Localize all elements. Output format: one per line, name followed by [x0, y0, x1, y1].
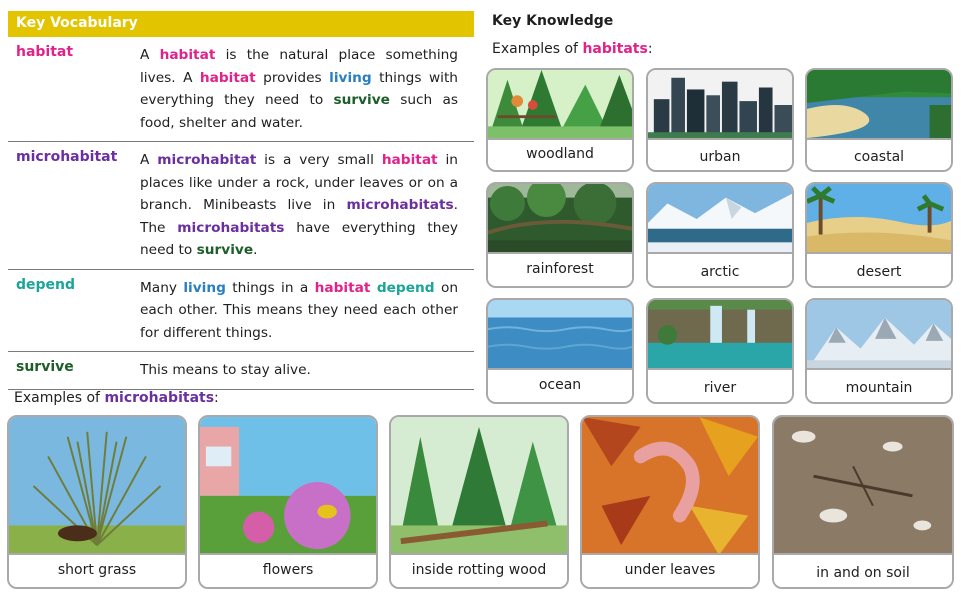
habitats-examples-heading	[492, 41, 653, 57]
vocab-row-microhabitat	[8, 142, 474, 270]
definition-text: . The	[140, 197, 458, 236]
definition-text: things in a	[225, 279, 315, 296]
woodland-image	[488, 70, 632, 140]
microhabitats-examples-heading	[14, 390, 219, 406]
vocab-term: survive	[16, 359, 74, 375]
habitat-label: arctic	[648, 252, 792, 286]
habitat-label: ocean	[488, 368, 632, 402]
microhabitat-label: in and on soil	[774, 553, 952, 587]
heading-prefix: Examples of	[492, 41, 583, 57]
short-grass-image	[9, 417, 185, 555]
habitat-card-urban	[646, 68, 794, 172]
microhabitat-card-inside-rotting-wood	[389, 415, 569, 589]
keyword-highlight: habitat	[381, 152, 438, 168]
habitat-card-mountain	[805, 298, 953, 404]
definition-text: A	[140, 152, 158, 168]
definition-text: .	[253, 242, 258, 258]
definition-text: things with everything they need to	[140, 69, 458, 108]
keyword-highlight: microhabitats	[346, 197, 454, 213]
microhabitat-label: short grass	[9, 553, 185, 587]
soil-image	[774, 417, 952, 555]
habitat-label: river	[648, 368, 792, 402]
microhabitat-label: inside rotting wood	[391, 553, 567, 587]
microhabitat-label: flowers	[200, 553, 376, 587]
vocab-definition	[132, 277, 458, 345]
definition-text: provides	[255, 69, 330, 86]
river-image	[648, 300, 792, 370]
keyword-highlight: living	[329, 69, 372, 86]
desert-image	[807, 184, 951, 254]
heading-suffix: :	[214, 390, 219, 406]
vocabulary-table	[8, 37, 474, 390]
microhabitat-card-short-grass	[7, 415, 187, 589]
definition-text: Many	[140, 279, 184, 296]
urban-image	[648, 70, 792, 140]
habitat-card-desert	[805, 182, 953, 288]
key-vocabulary-header: Key Vocabulary	[8, 11, 474, 37]
keyword-highlight: habitat	[159, 47, 216, 63]
definition-text: This means to stay alive.	[140, 362, 311, 378]
vocab-row-survive	[8, 352, 474, 390]
habitat-label: urban	[648, 138, 792, 170]
coastal-image	[807, 70, 951, 140]
microhabitat-card-under-leaves	[580, 415, 760, 589]
habitat-card-river	[646, 298, 794, 404]
heading-keyword: microhabitats	[104, 390, 215, 406]
microhabitat-card-in-and-on-soil	[772, 415, 954, 589]
keyword-highlight: living	[183, 279, 226, 296]
definition-text: such as food, shelter and water.	[140, 92, 458, 131]
keyword-highlight: survive	[196, 242, 254, 258]
vocab-definition	[132, 149, 458, 262]
habitat-card-ocean	[486, 298, 634, 404]
vocab-definition	[132, 359, 458, 382]
vocab-term: habitat	[16, 44, 74, 60]
keyword-highlight: habitat	[314, 279, 371, 296]
habitat-label: coastal	[807, 138, 951, 170]
definition-text: A	[140, 47, 160, 63]
heading-keyword: habitats	[582, 41, 648, 57]
habitat-card-arctic	[646, 182, 794, 288]
habitat-label: mountain	[807, 368, 951, 402]
definition-text: is the natural place something lives. A	[140, 47, 458, 86]
definition-text: have everything they need to	[140, 219, 458, 258]
definition-text: on each other. This means they need each other for different things.	[140, 279, 458, 341]
arctic-image	[648, 184, 792, 254]
definition-text: in places like under a rock, under leaves or on a branch. Minibeasts live in	[140, 152, 458, 213]
vocab-term: depend	[16, 276, 76, 293]
heading-prefix: Examples of	[14, 390, 105, 406]
ocean-image	[488, 300, 632, 370]
vocab-term: microhabitat	[16, 149, 118, 165]
keyword-highlight: habitat	[199, 69, 256, 86]
keyword-highlight: depend	[376, 279, 435, 296]
rainforest-image	[488, 184, 632, 254]
vocab-definition	[132, 44, 458, 134]
habitat-card-woodland	[486, 68, 634, 172]
keyword-highlight: microhabitats	[177, 219, 285, 236]
microhabitat-label: under leaves	[582, 553, 758, 587]
keyword-highlight: survive	[333, 92, 390, 108]
key-knowledge-title: Key Knowledge	[492, 13, 614, 29]
under-leaves-image	[582, 417, 758, 555]
habitat-card-coastal	[805, 68, 953, 172]
rotting-wood-image	[391, 417, 567, 555]
definition-text: is a very small	[256, 152, 382, 168]
microhabitat-card-flowers	[198, 415, 378, 589]
habitat-label: woodland	[488, 138, 632, 170]
habitat-label: desert	[807, 252, 951, 286]
keyword-highlight: microhabitat	[157, 152, 257, 168]
habitat-label: rainforest	[488, 252, 632, 286]
vocab-row-habitat	[8, 37, 474, 142]
heading-suffix: :	[647, 41, 653, 57]
habitat-card-rainforest	[486, 182, 634, 288]
vocab-row-depend	[8, 270, 474, 353]
mountain-image	[807, 300, 951, 370]
flowers-image	[200, 417, 376, 555]
